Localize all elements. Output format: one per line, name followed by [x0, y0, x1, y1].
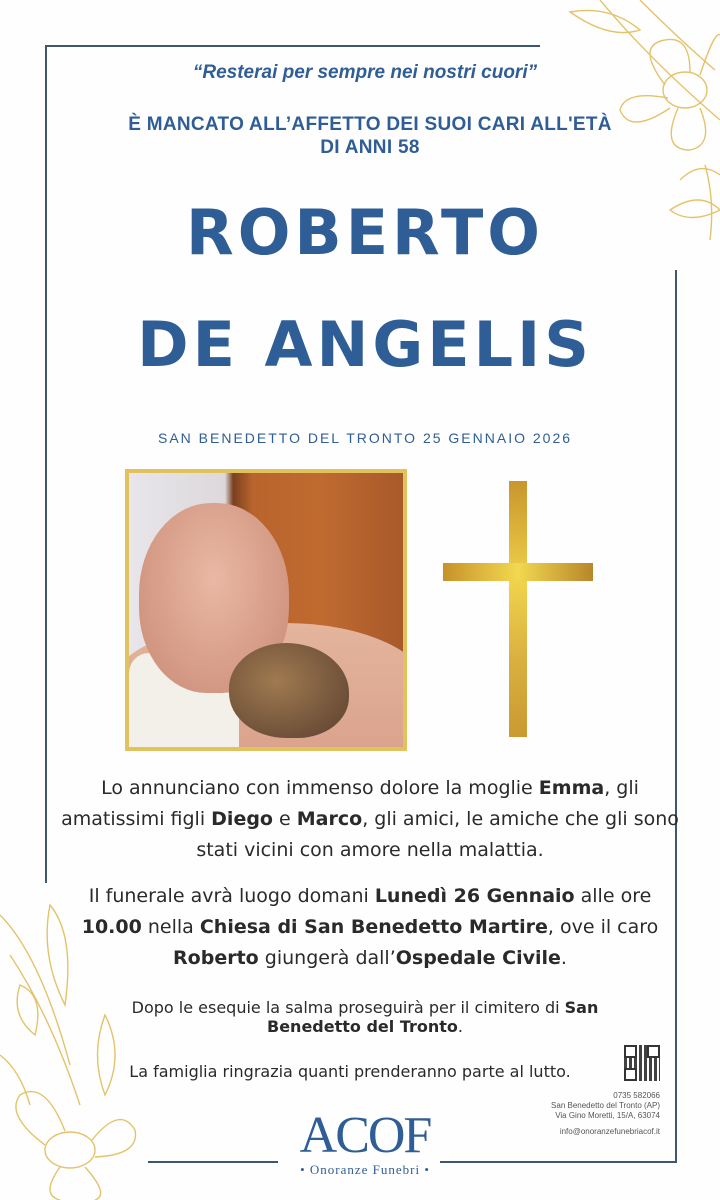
logo-wordmark: ACOF	[299, 1107, 431, 1164]
cross-icon-bar	[443, 563, 593, 581]
email: info@onoranzefunebriacof.it	[559, 1127, 660, 1136]
deceased-photo	[125, 469, 407, 751]
city: San Benedetto del Tronto (AP)	[551, 1101, 660, 1110]
deceased-last-name: DE ANGELIS	[137, 308, 593, 381]
announcement-line-2: DI ANNI 58	[320, 137, 420, 158]
announcement-paragraph: Lo annunciano con immenso dolore la moglie Emma, gli amatissimi figli Diego e Marco, gli amici, le amiche che gli sono stati vicini con amore nella malattia.	[61, 777, 679, 861]
frame-right	[675, 270, 677, 1163]
frame-left	[45, 45, 47, 883]
funeral-details-paragraph: Il funerale avrà luogo domani Lunedì 26 Gennaio alle ore 10.00 nella Chiesa di San Benedetto Martire, ove il caro Roberto giungerà dall’Ospedale Civile.	[81, 885, 659, 969]
qr-code-icon[interactable]	[624, 1045, 660, 1081]
phone-number: 0735 582066	[613, 1091, 660, 1100]
company-logo	[0, 1107, 720, 1178]
logo-subtitle: • Onoranze Funebri •	[300, 1162, 430, 1177]
cross-icon	[509, 481, 527, 737]
frame-top	[45, 45, 540, 47]
deceased-first-name: ROBERTO	[185, 196, 544, 269]
thanks-paragraph: La famiglia ringrazia quanti prenderanno parte al lutto.	[129, 1062, 571, 1081]
place-and-date: SAN BENEDETTO DEL TRONTO 25 GENNAIO 2026	[157, 430, 573, 446]
address: Via Gino Moretti, 15/A, 63074	[555, 1111, 660, 1120]
announcement-line-1: È MANCATO ALL’AFFETTO DEI SUOI CARI ALL'ETÀ	[128, 114, 612, 135]
burial-paragraph: Dopo le esequie la salma proseguirà per il cimitero di San Benedetto del Tronto.	[131, 998, 599, 1036]
announcement-heading	[0, 113, 720, 159]
memorial-quote: “Resterai per sempre nei nostri cuori”	[192, 62, 538, 83]
